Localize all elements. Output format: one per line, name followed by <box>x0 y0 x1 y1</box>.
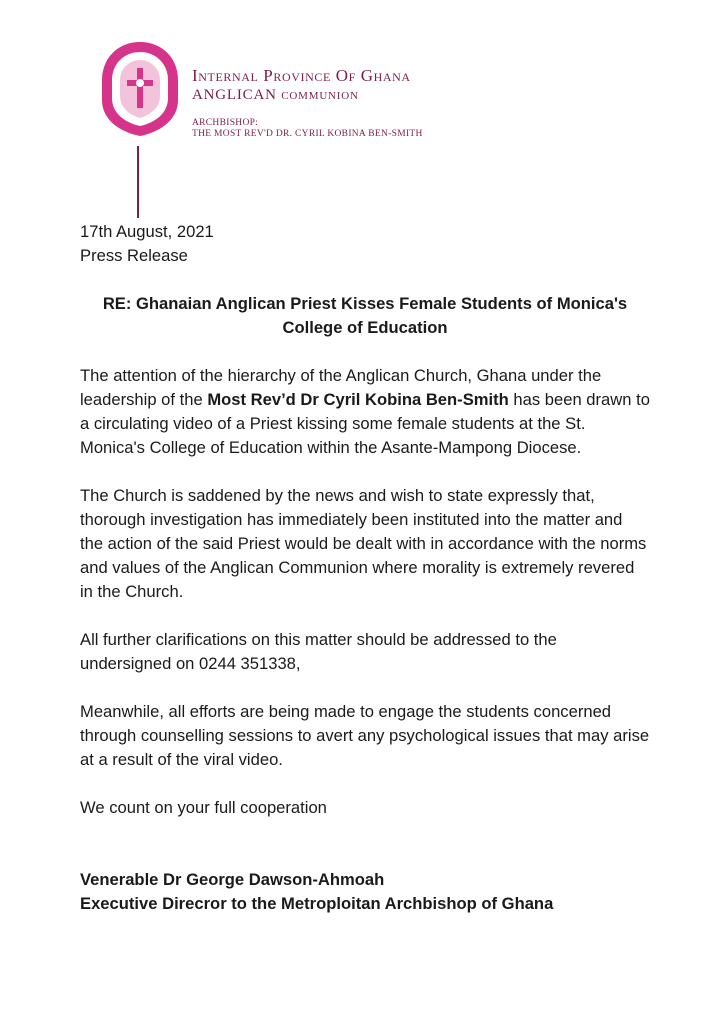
letter-date: 17th August, 2021 <box>80 222 214 241</box>
letter-meta <box>80 220 650 268</box>
paragraph-clarifications: All further clarifications on this matter should be addressed to the undersigned on 0244 351338, <box>80 630 557 673</box>
signatory-name: Venerable Dr George Dawson-Ahmoah <box>80 870 385 889</box>
p1-text-start: The attention of the hierarchy of the Anglican Church, Ghana under the leadership of the <box>80 366 602 409</box>
letterhead <box>0 0 720 220</box>
paragraph-investigation: The Church is saddened by the news and wish to state expressly that, thorough investigation has immediately been instituted into the matter and the action of the said Priest would be dealt with in accordance with the norms and values of the Anglican Communion where morality is extremely revered in the Church. <box>80 486 647 601</box>
letter-body <box>80 220 650 916</box>
church-seal-icon <box>100 40 180 138</box>
letterhead-divider <box>137 146 139 218</box>
archbishop-label: ARCHBISHOP: <box>192 118 259 128</box>
letter-subject: RE: Ghanaian Anglican Priest Kisses Female Students of Monica's College of Education <box>102 294 628 337</box>
archbishop-name-bold: Most Rev’d Dr Cyril Kobina Ben-Smith <box>207 390 509 409</box>
signatory-title: Executive Direcror to the Metroploitan Archbishop of Ghana <box>80 894 554 913</box>
org-communion: ANGLICAN communion <box>192 87 359 103</box>
paragraph-cooperation: We count on your full cooperation <box>80 798 327 817</box>
paragraph-counselling: Meanwhile, all efforts are being made to engage the students concerned through counselling sessions to avert any psychological issues that may arise at a result of the viral video. <box>80 702 650 769</box>
organization-block <box>192 66 423 140</box>
p1-text-end: has been drawn to a circulating video of a Priest kissing some female students at the St. Monica's College of Education within the Asante-Mampong Diocese. <box>80 390 650 457</box>
org-name: Internal Province Of Ghana <box>192 66 411 85</box>
paragraph-attention <box>80 364 650 460</box>
archbishop-name: THE MOST REV'D DR. CYRIL KOBINA BEN-SMITH <box>192 129 423 139</box>
letter-type: Press Release <box>80 246 188 265</box>
